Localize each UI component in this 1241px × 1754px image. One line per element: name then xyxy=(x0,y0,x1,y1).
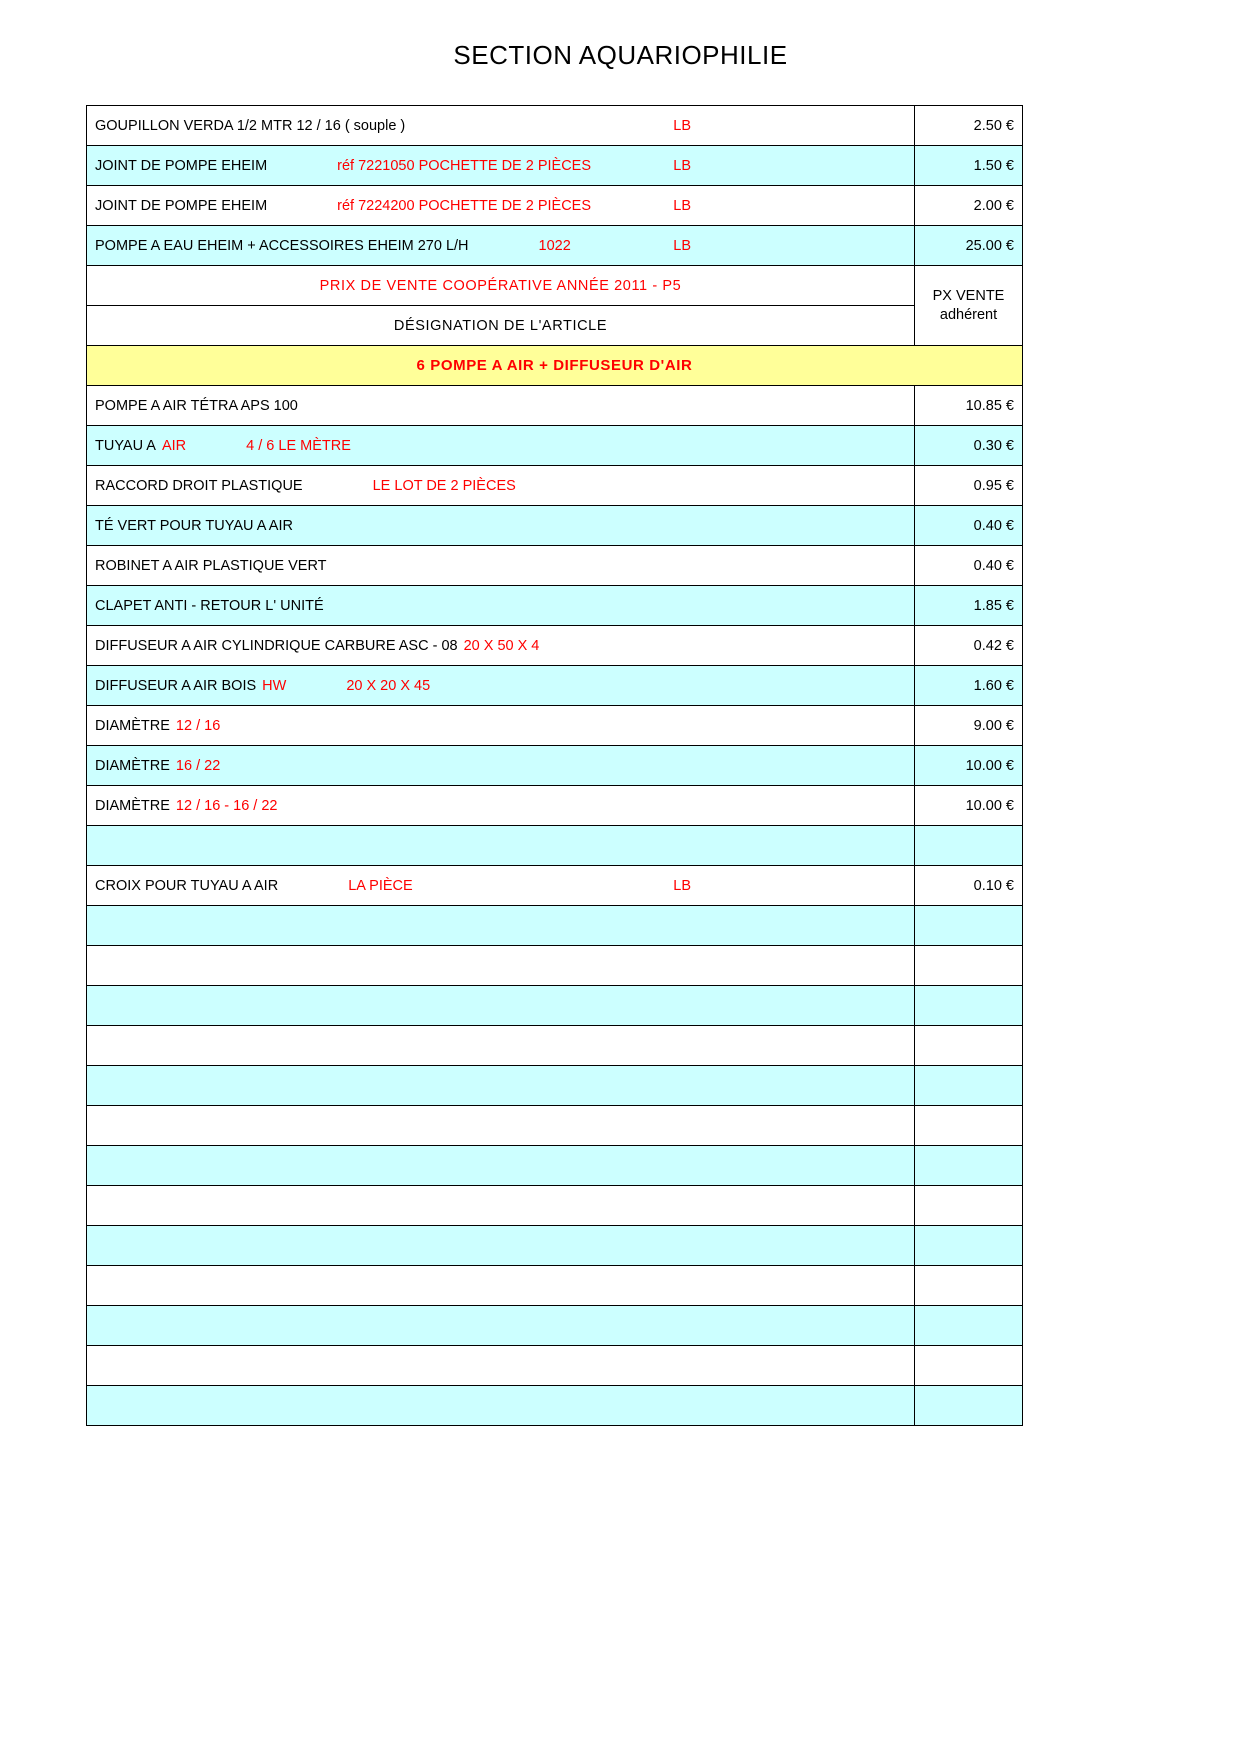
section-title: 6 POMPE A AIR + DIFFUSEUR D'AIR xyxy=(87,346,1023,386)
table-row xyxy=(87,1266,1023,1306)
price-column-header-line2: adhérent xyxy=(939,306,998,323)
price-banner: PRIX DE VENTE COOPÉRATIVE ANNÉE 2011 - P5 xyxy=(87,266,915,306)
item-note: 1022 xyxy=(538,237,571,254)
designation-cell xyxy=(87,546,915,586)
table-row xyxy=(87,1066,1023,1106)
table-row xyxy=(87,386,1023,426)
table-row xyxy=(87,306,1023,346)
item-tag: LB xyxy=(673,117,691,134)
price-cell xyxy=(915,826,1023,866)
designation-cell xyxy=(87,146,915,186)
table-row xyxy=(87,146,1023,186)
price-cell xyxy=(915,1026,1023,1066)
item-name: RACCORD DROIT PLASTIQUE xyxy=(95,477,303,494)
price-table-body xyxy=(87,106,1023,1426)
item-note: réf 7224200 POCHETTE DE 2 PIÈCES xyxy=(337,197,592,214)
item-name: CLAPET ANTI - RETOUR L' UNITÉ xyxy=(95,597,324,614)
table-row xyxy=(87,506,1023,546)
table-row xyxy=(87,1306,1023,1346)
item-name: DIFFUSEUR A AIR BOIS xyxy=(95,677,257,694)
item-tag: LB xyxy=(673,157,691,174)
item-name-detail: AIR xyxy=(161,437,187,454)
price-cell xyxy=(915,986,1023,1026)
item-note: LE LOT DE 2 PIÈCES xyxy=(372,477,516,494)
item-name-detail: 20 X 50 X 4 xyxy=(463,637,540,654)
price-cell: 25.00 € xyxy=(915,226,1023,266)
table-row xyxy=(87,106,1023,146)
price-cell: 2.50 € xyxy=(915,106,1023,146)
item-name: DIAMÈTRE xyxy=(95,717,170,734)
item-name: JOINT DE POMPE EHEIM xyxy=(95,157,268,174)
price-cell: 1.85 € xyxy=(915,586,1023,626)
designation-cell xyxy=(87,906,915,946)
designation-cell xyxy=(87,1106,915,1146)
price-cell: 0.40 € xyxy=(915,506,1023,546)
price-cell xyxy=(915,1346,1023,1386)
table-row xyxy=(87,266,1023,306)
item-tag: LB xyxy=(673,237,691,254)
designation-cell xyxy=(87,626,915,666)
designation-cell xyxy=(87,1386,915,1426)
price-cell xyxy=(915,946,1023,986)
price-cell: 10.85 € xyxy=(915,386,1023,426)
item-tag: LB xyxy=(673,197,691,214)
price-cell xyxy=(915,906,1023,946)
table-row xyxy=(87,226,1023,266)
table-row xyxy=(87,626,1023,666)
price-cell xyxy=(915,1386,1023,1426)
designation-cell xyxy=(87,1346,915,1386)
table-row xyxy=(87,986,1023,1026)
item-tag: LB xyxy=(673,877,691,894)
designation-cell xyxy=(87,106,915,146)
table-row xyxy=(87,946,1023,986)
designation-cell xyxy=(87,826,915,866)
table-row xyxy=(87,586,1023,626)
designation-cell xyxy=(87,386,915,426)
item-name: DIFFUSEUR A AIR CYLINDRIQUE CARBURE ASC - 08 xyxy=(95,637,458,654)
table-row xyxy=(87,1186,1023,1226)
price-cell: 1.60 € xyxy=(915,666,1023,706)
price-cell xyxy=(915,1106,1023,1146)
designation-cell xyxy=(87,986,915,1026)
price-cell: 0.40 € xyxy=(915,546,1023,586)
price-cell: 1.50 € xyxy=(915,146,1023,186)
table-row xyxy=(87,1146,1023,1186)
designation-cell xyxy=(87,186,915,226)
price-cell: 0.10 € xyxy=(915,866,1023,906)
price-table-container xyxy=(86,105,1022,1426)
table-row xyxy=(87,826,1023,866)
designation-cell xyxy=(87,866,915,906)
designation-cell xyxy=(87,946,915,986)
designation-cell xyxy=(87,466,915,506)
designation-cell xyxy=(87,226,915,266)
item-name: TUYAU A xyxy=(95,437,156,454)
table-row xyxy=(87,786,1023,826)
designation-cell xyxy=(87,586,915,626)
item-name: ROBINET A AIR PLASTIQUE VERT xyxy=(95,557,327,574)
item-name: DIAMÈTRE xyxy=(95,797,170,814)
table-row xyxy=(87,1026,1023,1066)
table-row xyxy=(87,866,1023,906)
item-name-detail: 16 / 22 xyxy=(175,757,221,774)
designation-cell xyxy=(87,1146,915,1186)
designation-cell xyxy=(87,666,915,706)
item-note: 4 / 6 LE MÈTRE xyxy=(246,437,351,454)
item-name-detail: 12 / 16 xyxy=(175,717,221,734)
price-cell xyxy=(915,1146,1023,1186)
item-name-detail: 12 / 16 - 16 / 22 xyxy=(175,797,278,814)
table-row xyxy=(87,906,1023,946)
price-cell: 0.95 € xyxy=(915,466,1023,506)
price-cell: 0.30 € xyxy=(915,426,1023,466)
item-note: réf 7221050 POCHETTE DE 2 PIÈCES xyxy=(337,157,592,174)
item-note: LA PIÈCE xyxy=(348,877,413,894)
item-note: 20 X 20 X 45 xyxy=(346,677,431,694)
table-row xyxy=(87,1106,1023,1146)
price-cell: 2.00 € xyxy=(915,186,1023,226)
designation-cell xyxy=(87,506,915,546)
item-name: CROIX POUR TUYAU A AIR xyxy=(95,877,279,894)
designation-column-header: DÉSIGNATION DE L'ARTICLE xyxy=(87,306,915,346)
designation-cell xyxy=(87,1306,915,1346)
table-row xyxy=(87,466,1023,506)
item-name: GOUPILLON VERDA 1/2 MTR 12 / 16 ( souple ) xyxy=(95,117,406,134)
table-row xyxy=(87,426,1023,466)
designation-cell xyxy=(87,1066,915,1106)
price-cell: 10.00 € xyxy=(915,786,1023,826)
designation-cell xyxy=(87,1026,915,1066)
item-name: JOINT DE POMPE EHEIM xyxy=(95,197,268,214)
table-row xyxy=(87,1346,1023,1386)
designation-cell xyxy=(87,426,915,466)
table-row xyxy=(87,666,1023,706)
price-cell: 0.42 € xyxy=(915,626,1023,666)
table-row xyxy=(87,186,1023,226)
item-name-detail: HW xyxy=(262,677,287,694)
price-cell xyxy=(915,1266,1023,1306)
price-cell xyxy=(915,1306,1023,1346)
table-row xyxy=(87,746,1023,786)
item-name: TÉ VERT POUR TUYAU A AIR xyxy=(95,517,293,534)
section-header-row xyxy=(87,346,1023,386)
price-table xyxy=(86,105,1023,1426)
page-title: SECTION AQUARIOPHILIE xyxy=(453,40,788,70)
designation-cell xyxy=(87,706,915,746)
item-name: POMPE A EAU EHEIM + ACCESSOIRES EHEIM 270 L/H xyxy=(95,237,469,254)
price-column-header-line1: PX VENTE xyxy=(932,288,1005,305)
table-row xyxy=(87,1386,1023,1426)
table-row xyxy=(87,546,1023,586)
designation-cell xyxy=(87,1266,915,1306)
price-cell xyxy=(915,1226,1023,1266)
item-name: POMPE A AIR TÉTRA APS 100 xyxy=(95,397,298,414)
designation-cell xyxy=(87,1186,915,1226)
price-cell: 9.00 € xyxy=(915,706,1023,746)
price-column-header xyxy=(915,266,1023,346)
price-cell: 10.00 € xyxy=(915,746,1023,786)
designation-cell xyxy=(87,1226,915,1266)
table-row xyxy=(87,1226,1023,1266)
item-name: DIAMÈTRE xyxy=(95,757,170,774)
price-cell xyxy=(915,1066,1023,1106)
table-row xyxy=(87,706,1023,746)
designation-cell xyxy=(87,786,915,826)
designation-cell xyxy=(87,746,915,786)
price-cell xyxy=(915,1186,1023,1226)
